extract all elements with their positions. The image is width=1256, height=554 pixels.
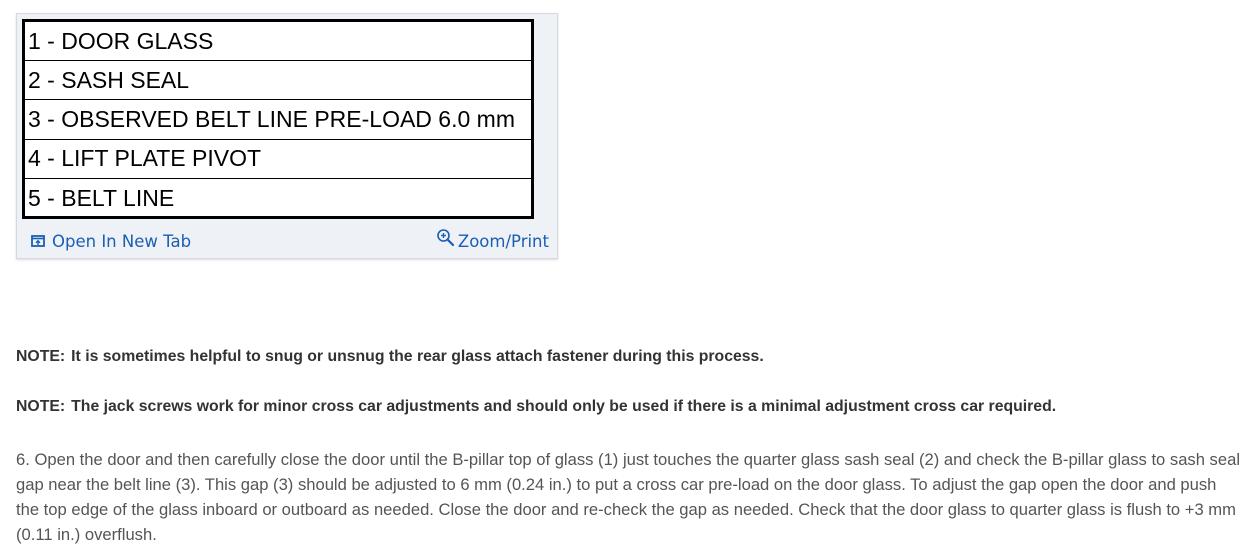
legend-table xyxy=(22,19,534,219)
note-text: It is sometimes helpful to snug or unsnug the rear glass attach fastener during this process. xyxy=(71,348,764,365)
legend-row: 2 - SASH SEAL xyxy=(25,61,531,100)
note-prefix: NOTE: xyxy=(16,398,66,415)
note-prefix: NOTE: xyxy=(16,348,66,365)
open-in-new-tab-label: Open In New Tab xyxy=(52,231,192,251)
legend-row: 3 - OBSERVED BELT LINE PRE-LOAD 6.0 mm xyxy=(25,100,531,139)
step-6-instructions: 6. Open the door and then carefully close the door until the B-pillar top of glass (1) just touches the quarter glass sash seal (2) and check the B-pillar glass to sash seal gap near the belt line (3). This gap (3) should be adjusted to 6 mm (0.24 in.) to put a cross car pre-load on the door glass. To adjust the gap open the door and push the top edge of the glass inboard or outboard as needed. Close the door and re-check the gap as needed. Check that the door glass to quarter glass is flush to +3 mm (0.11 in.) overflush. xyxy=(16,450,1240,544)
open-in-new-tab-icon xyxy=(31,235,45,247)
note-text: The jack screws work for minor cross car adjustments and should only be used if there is a minimal adjustment cross car required. xyxy=(71,398,1057,415)
figure-card xyxy=(16,13,558,259)
note-jack-screws xyxy=(16,398,1056,416)
note-snug-fastener xyxy=(16,348,764,366)
zoom-print-link[interactable] xyxy=(436,232,549,251)
legend-row: 5 - BELT LINE xyxy=(28,184,175,211)
legend-row: 4 - LIFT PLATE PIVOT xyxy=(25,140,531,179)
zoom-print-label: Zoom/Print xyxy=(457,231,549,251)
zoom-in-icon xyxy=(436,228,455,247)
legend-row: 1 - DOOR GLASS xyxy=(25,22,531,61)
figure-footer xyxy=(17,226,557,256)
open-in-new-tab-link[interactable] xyxy=(31,232,191,251)
